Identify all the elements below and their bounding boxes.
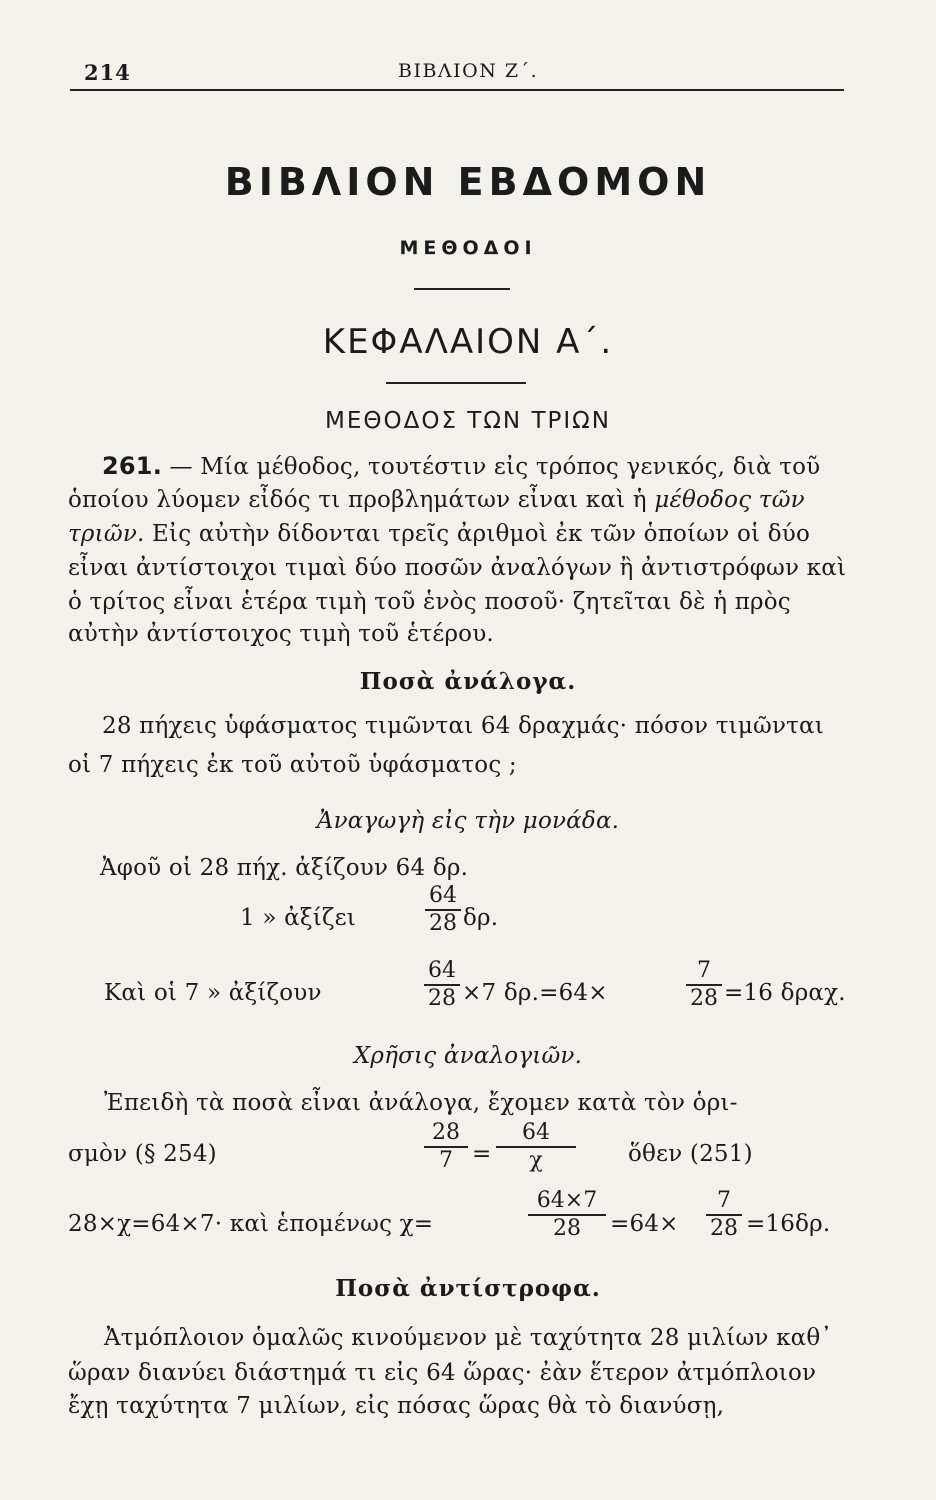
fraction-numerator: 64×7 [536, 1188, 598, 1213]
proportion-equals: = [472, 1141, 492, 1167]
fraction-28-over-7 [424, 1121, 468, 1173]
fraction-7-over-28-b [706, 1189, 742, 1241]
page-number: 214 [84, 60, 131, 85]
fraction-denominator: 7 [439, 1147, 453, 1173]
fraction-denominator: 28 [428, 985, 456, 1011]
fraction-numerator: 7 [717, 1188, 731, 1213]
fraction-64-over-28-b [424, 959, 460, 1011]
para-text: ὁποίου λύομεν εἶδός τι προβλημάτων εἶναι καὶ ἡ [68, 487, 647, 513]
reduction-line-3-mid: ×7 δρ.=64× [462, 980, 608, 1006]
fraction-denominator: 28 [690, 985, 718, 1011]
heading-antistrofa: Ποσὰ ἀντίστροφα. [335, 1275, 601, 1302]
analoga-line-1: 28 πήχεις ὑφάσματος τιμῶνται 64 δραχμάς· πόσον τιμῶνται [102, 713, 825, 739]
fraction-denominator: 28 [710, 1215, 738, 1241]
fraction-7-over-28 [686, 959, 722, 1011]
book-subtitle: ΜΕΘΟΔΟΙ [399, 237, 537, 259]
title-divider [414, 288, 510, 290]
header-rule [70, 89, 844, 91]
chapter-title: ΚΕΦΑΛΑΙΟΝ Α΄. [322, 322, 614, 362]
para-number: 261. [102, 452, 163, 480]
proportion-line-3-left: 28×χ=64×7· καὶ ἑπομένως χ= [68, 1211, 434, 1237]
fraction-numerator: 64 [428, 958, 456, 983]
proportion-line-2-right: ὅθεν (251) [628, 1141, 753, 1167]
proportion-line-3-end: =16δρ. [746, 1211, 831, 1237]
para-italic-text: μέθοδος τῶν [654, 487, 805, 513]
para-261-line-2 [68, 487, 805, 513]
para-italic-text: τριῶν. [68, 521, 145, 547]
fraction-64x7-over-28 [528, 1189, 606, 1241]
fraction-denominator: χ [529, 1147, 543, 1173]
reduction-line-3-end: =16 δραχ. [724, 980, 846, 1006]
proportion-line-3-mid: =64× [610, 1211, 679, 1237]
reduction-line-2-unit: δρ. [463, 905, 499, 931]
proportion-line-2-left: σμὸν (§ 254) [68, 1141, 217, 1167]
fraction-denominator: 28 [553, 1215, 581, 1241]
heading-analoga: Ποσὰ ἀνάλογα. [359, 668, 577, 695]
antistrofa-line-3: ἔχῃ ταχύτητα 7 μιλίων, εἰς πόσας ὥρας θὰ τὸ διανύσῃ, [68, 1393, 725, 1419]
antistrofa-line-2: ὥραν διανύει διάστημά τι εἰς 64 ὥρας· ἐὰν ἕτερον ἀτμόπλοιον [68, 1360, 817, 1386]
para-261-line-5: ὁ τρίτος εἶναι ἑτέρα τιμὴ τοῦ ἑνὸς ποσοῦ· ζητεῖται δὲ ἡ πρὸς [68, 589, 791, 615]
fraction-64-over-x [496, 1121, 576, 1173]
fraction-numerator: 7 [697, 958, 711, 983]
para-261-line-3 [68, 521, 810, 547]
reduction-line-2-left: 1 » ἀξίζει [240, 905, 356, 931]
para-261-line-6: αὐτὴν ἀντίστοιχος τιμὴ τοῦ ἑτέρου. [68, 621, 494, 647]
para-261-line-4: εἶναι ἀντίστοιχοι τιμαὶ δύο ποσῶν ἀναλόγων ἢ ἀντιστρόφων καὶ [68, 555, 847, 581]
para-text: Εἰς αὐτὴν δίδονται τρεῖς ἀριθμοὶ ἐκ τῶν ὁποίων οἱ δύο [152, 521, 811, 547]
fraction-numerator: 64 [522, 1120, 550, 1145]
fraction-64-over-28 [425, 884, 461, 936]
proportion-line-1: Ἐπειδὴ τὰ ποσὰ εἶναι ἀνάλογα, ἔχομεν κατὰ τὸν ὁρι- [104, 1090, 738, 1116]
subheading-proportions: Χρῆσις ἀναλογιῶν. [353, 1043, 583, 1069]
para-261-line-1 [102, 452, 820, 480]
para-text: — Μία μέθοδος, τουτέστιν εἰς τρόπος γενικός, διὰ τοῦ [169, 454, 821, 480]
subheading-reduction: Ἀναγωγὴ εἰς τὴν μονάδα. [316, 808, 620, 834]
book-title: ΒΙΒΛΙΟΝ ΕΒΔΟΜΟΝ [224, 160, 712, 204]
antistrofa-line-1: Ἀτμόπλοιον ὁμαλῶς κινούμενον μὲ ταχύτητα 28 μιλίων καθ᾽ [104, 1325, 833, 1351]
analoga-line-2: οἱ 7 πήχεις ἐκ τοῦ αὐτοῦ ὑφάσματος ; [68, 752, 517, 778]
reduction-line-3-left: Καὶ οἱ 7 » ἀξίζουν [104, 980, 322, 1006]
chapter-divider [386, 382, 526, 384]
fraction-denominator: 28 [429, 910, 457, 936]
section-title: ΜΕΘΟΔΟΣ ΤΩΝ ΤΡΙΩΝ [325, 408, 611, 434]
fraction-numerator: 64 [429, 883, 457, 908]
fraction-numerator: 28 [432, 1120, 460, 1145]
reduction-line-1: Ἀφοῦ οἱ 28 πήχ. ἀξίζουν 64 δρ. [100, 855, 469, 881]
running-title: ΒΙΒΛΙΟΝ Ζ΄. [398, 60, 539, 82]
